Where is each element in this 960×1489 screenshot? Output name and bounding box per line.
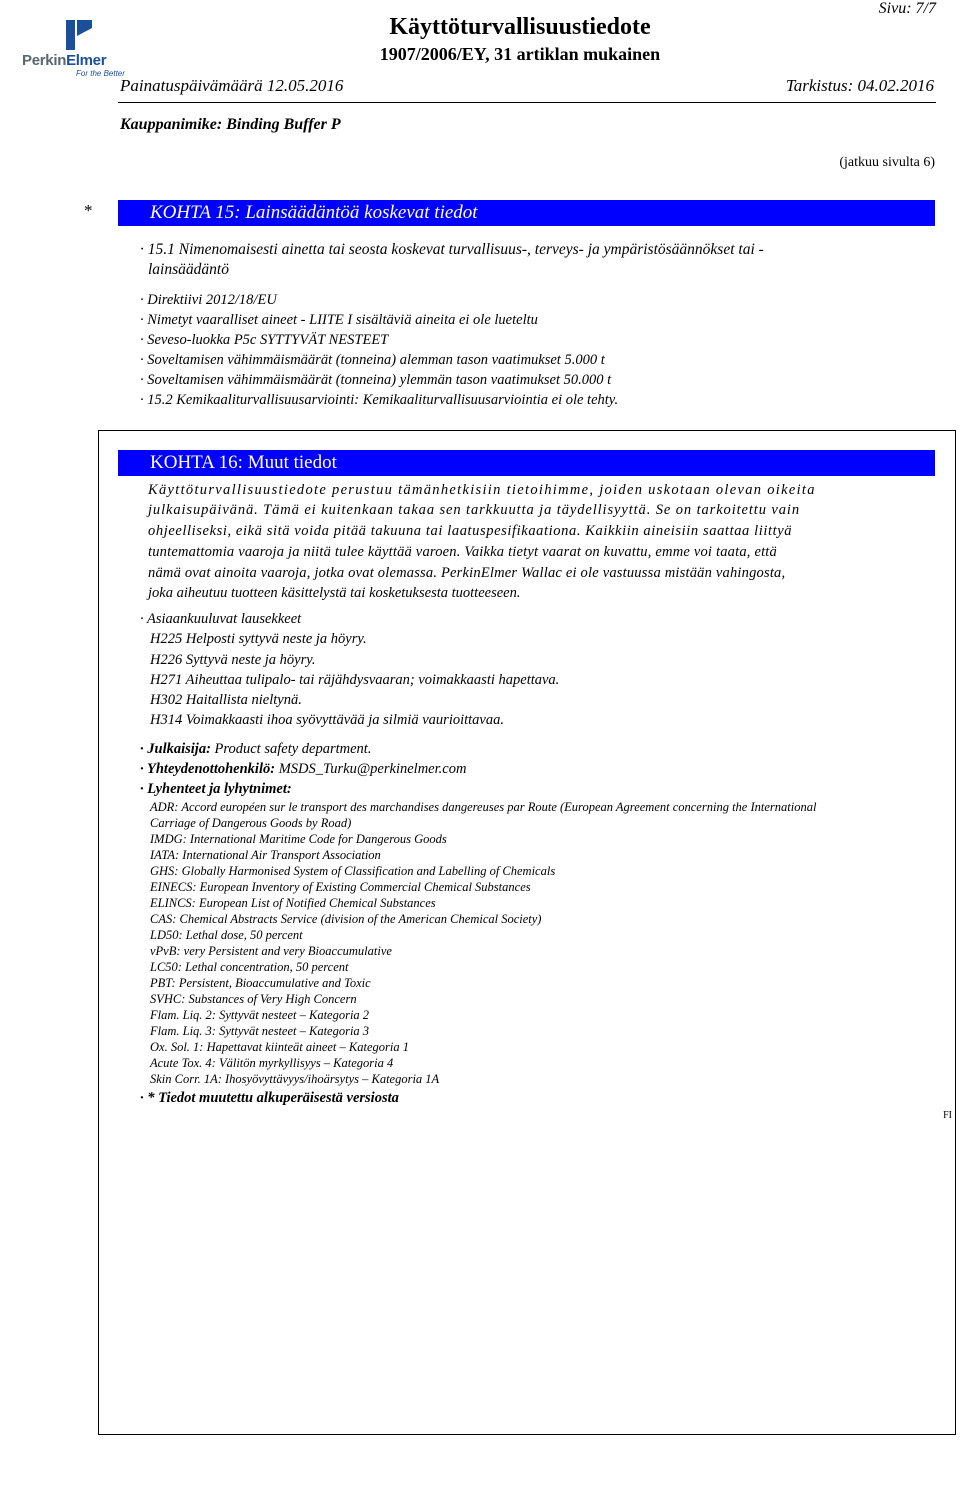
h-phrase: H314 Voimakkaasti ihoa syövyttävää ja silmiä vaurioittavaa. bbox=[150, 712, 504, 728]
abbreviation-item: ELINCS: European List of Notified Chemical Substances bbox=[150, 896, 436, 910]
abbreviation-item: LD50: Lethal dose, 50 percent bbox=[150, 928, 303, 942]
abbreviation-item: vPvB: very Persistent and very Bioaccumulative bbox=[150, 944, 392, 958]
perkinelmer-logo bbox=[22, 18, 132, 78]
s15-1-heading-line1: · 15.1 Nimenomaisesti ainetta tai seosta koskevat turvallisuus-, terveys- ja ympäristösäännökset tai - bbox=[140, 241, 764, 258]
header-divider bbox=[118, 102, 936, 103]
s16-para-line: julkaisupäivänä. Tämä ei kuitenkaan takaa sen tarkkuutta ja täydellisyyttä. Se on tarkoitettu vain bbox=[148, 502, 800, 518]
abbreviation-item: IATA: International Air Transport Association bbox=[150, 848, 381, 862]
page-number: Sivu: 7/7 bbox=[878, 0, 936, 17]
document-title: Käyttöturvallisuustiedote bbox=[389, 14, 651, 40]
section-16-heading: KOHTA 16: Muut tiedot bbox=[118, 450, 935, 476]
continued-note: (jatkuu sivulta 6) bbox=[839, 155, 935, 170]
s16-para-line: nämä ovat ainoita vaaroja, jotka ovat olemassa. PerkinElmer Wallac ei ole vastuussa mistään vahingosta, bbox=[148, 565, 786, 581]
publisher-line: · Julkaisija: Product safety department. bbox=[140, 741, 372, 757]
contact-line: · Yhteydenottohenkilö: MSDS_Turku@perkinelmer.com bbox=[140, 761, 467, 777]
abbreviation-item: Flam. Liq. 3: Syttyvät nesteet – Kategoria 3 bbox=[150, 1024, 370, 1038]
named-substances-line: · Nimetyt vaaralliset aineet - LIITE I sisältäviä aineita ei ole lueteltu bbox=[140, 312, 538, 328]
logo-wordmark: PerkinElmer bbox=[22, 52, 107, 69]
abbreviation-item: ADR: Accord européen sur le transport des marchandises dangereuses par Route (European Agreement concerning the International bbox=[150, 800, 817, 814]
abbreviation-item: Ox. Sol. 1: Hapettavat kiinteät aineet – Kategoria 1 bbox=[150, 1040, 409, 1054]
h-phrase: H271 Aiheuttaa tulipalo- tai räjähdysvaaran; voimakkaasti hapettava. bbox=[150, 672, 560, 688]
s16-para-line: joka aiheutuu tuotteen käsittelystä tai kosketuksesta tuotteeseen. bbox=[148, 585, 521, 601]
abbreviation-item: IMDG: International Maritime Code for Dangerous Goods bbox=[150, 832, 447, 846]
logo-tagline: For the Better bbox=[76, 69, 125, 78]
revision-date: Tarkistus: 04.02.2016 bbox=[785, 76, 934, 95]
abbreviation-item: Flam. Liq. 2: Syttyvät nesteet – Kategoria 2 bbox=[150, 1008, 370, 1022]
directive-line: · Direktiivi 2012/18/EU bbox=[140, 292, 277, 308]
s16-para-line: tuntemattomia vaaroja ja niitä tulee käyttää varoen. Vaikka tietyt vaarat on kuvattu, emme voi taata, että bbox=[148, 544, 777, 560]
perkinelmer-mark-icon bbox=[62, 18, 94, 52]
abbreviation-item: Carriage of Dangerous Goods by Road) bbox=[150, 816, 352, 830]
lower-tier-line: · Soveltamisen vähimmäismäärät (tonneina) alemman tason vaatimukset 5.000 t bbox=[140, 352, 605, 368]
phrases-label: · Asiaankuuluvat lausekkeet bbox=[140, 611, 302, 627]
document-subtitle: 1907/2006/EY, 31 artiklan mukainen bbox=[379, 44, 661, 64]
abbreviation-item: Acute Tox. 4: Välitön myrkyllisyys – Kategoria 4 bbox=[150, 1056, 394, 1070]
abbreviation-item: LC50: Lethal concentration, 50 percent bbox=[150, 960, 349, 974]
abbreviation-item: PBT: Persistent, Bioaccumulative and Toxic bbox=[150, 976, 371, 990]
changed-note: · * Tiedot muutettu alkuperäisestä versiosta bbox=[140, 1090, 399, 1106]
abbreviation-item: EINECS: European Inventory of Existing Commercial Chemical Substances bbox=[150, 880, 531, 894]
h-phrase: H225 Helposti syttyvä neste ja höyry. bbox=[150, 631, 367, 647]
h-phrase: H226 Syttyvä neste ja höyry. bbox=[150, 652, 316, 668]
abbreviations-label: · Lyhenteet ja lyhytnimet: bbox=[140, 781, 292, 797]
abbreviation-item: SVHC: Substances of Very High Concern bbox=[150, 992, 357, 1006]
changed-marker: * bbox=[84, 201, 93, 220]
csa-line: · 15.2 Kemikaaliturvallisuusarviointi: Kemikaaliturvallisuusarviointia ei ole tehty. bbox=[140, 392, 619, 408]
h-phrase: H302 Haitallista nieltynä. bbox=[150, 692, 302, 708]
s16-para-line: ohjeelliseksi, eikä sitä voida pitää takuuna tai laatuspesifikaationa. Kaikkiin aineisiin saattaa liittyä bbox=[148, 523, 793, 539]
abbreviation-item: Skin Corr. 1A: Ihosyövyttävyys/ihoärsytys – Kategoria 1A bbox=[150, 1072, 440, 1086]
upper-tier-line: · Soveltamisen vähimmäismäärät (tonneina) ylemmän tason vaatimukset 50.000 t bbox=[140, 372, 612, 388]
abbreviation-item: CAS: Chemical Abstracts Service (division of the American Chemical Society) bbox=[150, 912, 542, 926]
s15-1-heading-line2: lainsäädäntö bbox=[148, 261, 229, 278]
trade-name: Kauppanimike: Binding Buffer P bbox=[120, 116, 341, 133]
seveso-line: · Seveso-luokka P5c SYTTYVÄT NESTEET bbox=[140, 332, 389, 348]
section-15-heading: KOHTA 15: Lainsäädäntöä koskevat tiedot bbox=[118, 200, 935, 226]
print-date: Painatuspäivämäärä 12.05.2016 bbox=[120, 76, 344, 95]
s16-para-line: Käyttöturvallisuustiedote perustuu tämänhetkisiin tietoihimme, joiden uskotaan olevan oikeita bbox=[148, 482, 816, 498]
language-code: FI bbox=[943, 1110, 952, 1121]
abbreviation-item: GHS: Globally Harmonised System of Classification and Labelling of Chemicals bbox=[150, 864, 556, 878]
